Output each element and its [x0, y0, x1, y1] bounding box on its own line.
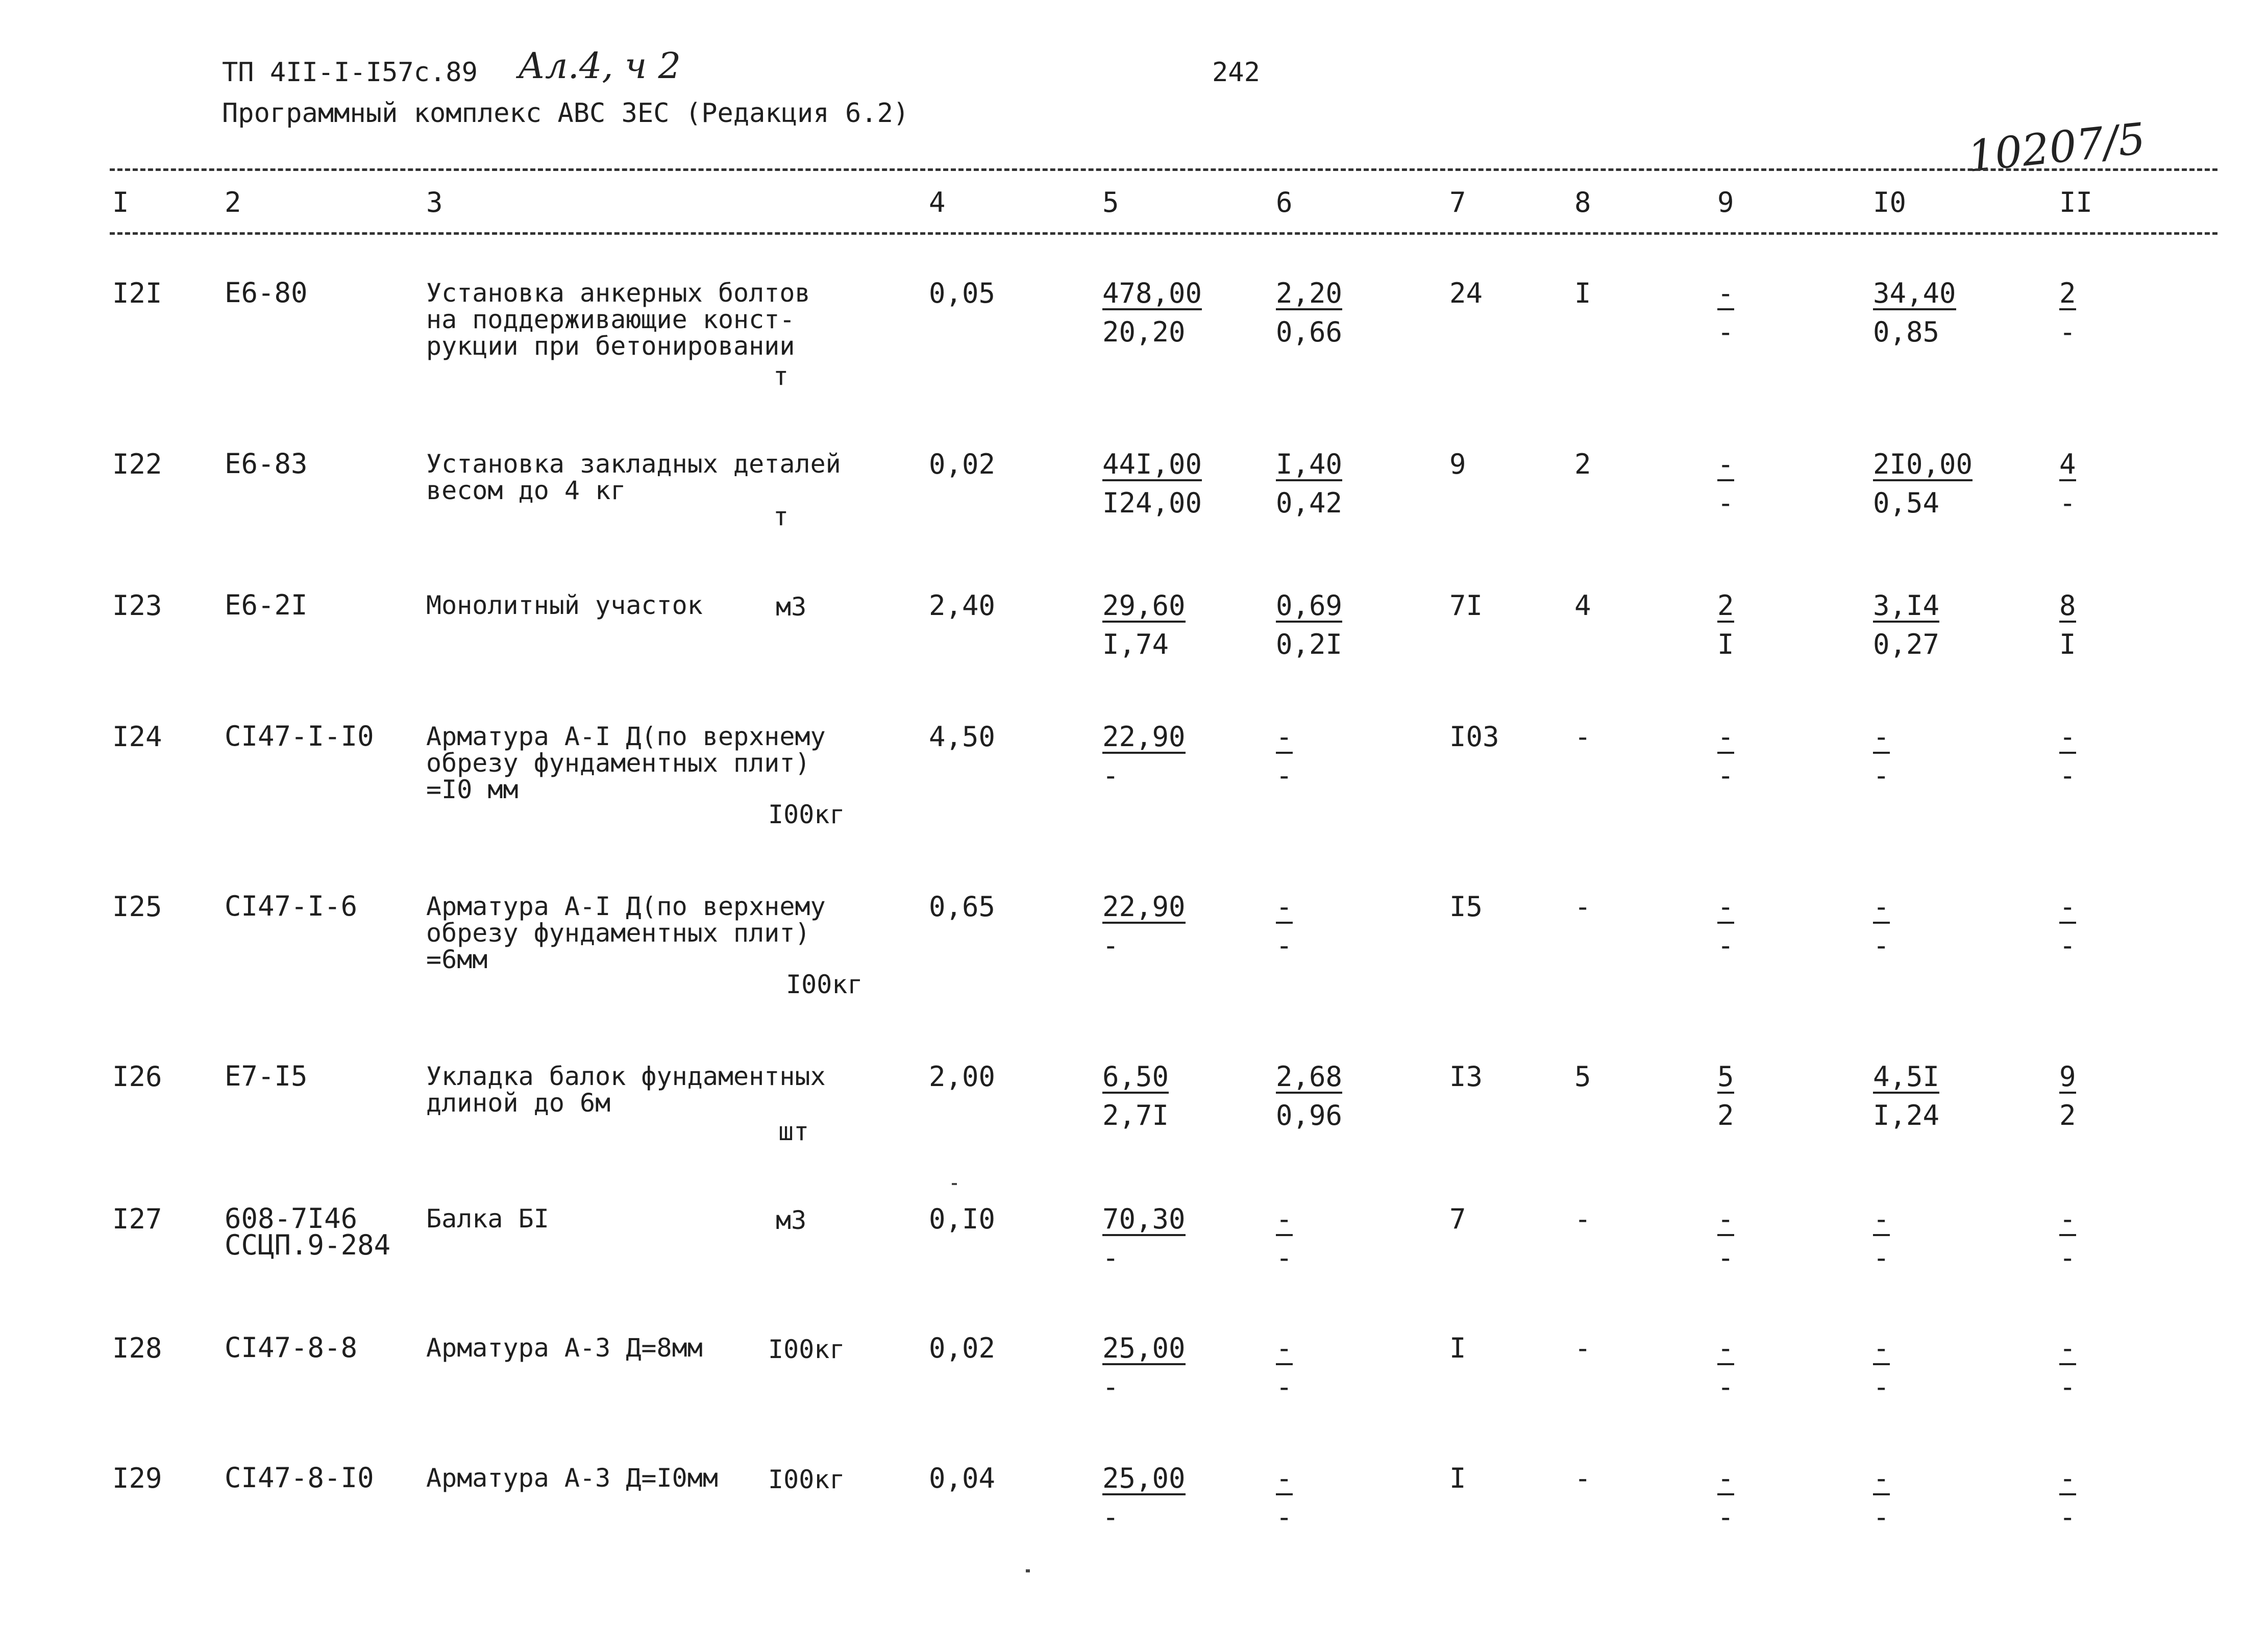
unit-of-measure: I00кг [768, 1465, 845, 1494]
col11-value-numerator: 8 [2059, 589, 2076, 622]
col5-value-numerator: 22,90 [1102, 721, 1186, 753]
col8-value: 4 [1574, 589, 1591, 622]
col5-value-denominator: - [1102, 1371, 1119, 1403]
col9-value-numerator: 2 [1717, 589, 1734, 622]
col6-value-denominator: 0,66 [1276, 316, 1343, 348]
col6-value-denominator: - [1276, 1371, 1293, 1403]
quantity: 0,05 [929, 277, 996, 309]
col10-value-denominator: - [1873, 1242, 1890, 1274]
row-number: I26 [112, 1061, 162, 1093]
work-description: Установка анкерных болтов на поддерживающие конст- рукции при бетонировании [426, 278, 810, 361]
col11-value [2059, 1205, 2076, 1272]
col6-value-denominator: 0,96 [1276, 1099, 1343, 1131]
column-header-1: I [112, 186, 129, 218]
col11-value [2059, 1332, 2076, 1403]
col5-value-numerator: 44I,00 [1102, 448, 1202, 480]
col11-value-denominator: - [2059, 1371, 2076, 1403]
col5-value-numerator: 22,90 [1102, 891, 1186, 923]
col9-value-numerator: - [1717, 1203, 1734, 1235]
unit-of-measure: т [773, 502, 789, 531]
col8-value: - [1574, 891, 1591, 923]
work-description: Арматура А-I Д(по верхнему обрезу фундаментных плит) =I0 мм [426, 722, 826, 804]
col6-value-denominator: - [1276, 759, 1293, 792]
col5-value-numerator: 25,00 [1102, 1462, 1186, 1494]
col6-value-denominator: - [1276, 1242, 1293, 1274]
col5-value [1102, 277, 1202, 348]
col6-value-numerator: - [1276, 891, 1293, 923]
col9-value-denominator: - [1717, 929, 1734, 962]
col9-value [1717, 589, 1734, 660]
work-description: Монолитный участок [426, 590, 703, 620]
col5-value-denominator: - [1102, 1242, 1119, 1274]
col7-value: I3 [1449, 1061, 1483, 1093]
col5-value-denominator: - [1102, 759, 1119, 792]
col11-value-denominator: 2 [2059, 1099, 2076, 1131]
col6-value-numerator: 2,68 [1276, 1061, 1343, 1093]
norm-code: Е6-2I [225, 589, 308, 621]
col9-value-denominator: - [1717, 1242, 1734, 1274]
quantity: 0,04 [929, 1462, 996, 1494]
col9-value-numerator: - [1717, 277, 1734, 309]
col9-value-numerator: - [1717, 1332, 1734, 1364]
col6-value-denominator: 0,2I [1276, 628, 1343, 660]
col10-value-denominator: - [1873, 759, 1890, 792]
col6-value [1276, 448, 1343, 519]
col11-value-denominator: - [2059, 487, 2076, 519]
handwritten-number: 10207/5 [1965, 113, 2148, 182]
unit-of-measure: I00кг [786, 970, 863, 999]
col6-value-denominator: 0,42 [1276, 487, 1343, 519]
col10-value-numerator: - [1873, 891, 1890, 923]
col10-value-denominator: 0,27 [1873, 628, 1940, 660]
header-rule-bottom [110, 232, 2217, 235]
col9-value-numerator: - [1717, 448, 1734, 480]
unit-of-measure: т [773, 361, 789, 391]
col11-value [2059, 1063, 2076, 1129]
col7-value: I5 [1449, 891, 1483, 923]
column-header-6: 6 [1276, 186, 1293, 218]
norm-code: СI47-8-I0 [225, 1462, 374, 1494]
column-header-4: 4 [929, 186, 946, 218]
column-header-2: 2 [225, 186, 241, 218]
col9-value [1717, 1462, 1734, 1533]
col10-value [1873, 1462, 1890, 1533]
col6-value [1276, 891, 1293, 962]
col11-value-numerator: 4 [2059, 448, 2076, 480]
col6-value-numerator: - [1276, 1332, 1293, 1364]
col11-value [2059, 1462, 2076, 1533]
quantity: 0,02 [929, 1332, 996, 1364]
col6-value [1276, 277, 1343, 348]
col6-value [1276, 1205, 1293, 1272]
quantity: 0,02 [929, 448, 996, 480]
unit-of-measure: м3 [776, 1205, 807, 1235]
col10-value-numerator: - [1873, 721, 1890, 753]
row-number: I24 [112, 721, 162, 753]
norm-code: СI47-8-8 [225, 1332, 358, 1364]
col8-value: - [1574, 1332, 1591, 1364]
col5-value [1102, 1462, 1186, 1533]
work-description: Установка закладных деталей весом до 4 кг [426, 449, 841, 505]
col7-value: 9 [1449, 448, 1466, 480]
col10-value [1873, 589, 1940, 660]
col5-value-denominator: I24,00 [1102, 487, 1202, 519]
col6-value [1276, 1332, 1293, 1403]
col5-value-numerator: 29,60 [1102, 589, 1186, 622]
col9-value-denominator: I [1717, 628, 1734, 660]
col11-value-denominator: - [2059, 316, 2076, 348]
unit-of-measure: I00кг [768, 1335, 845, 1364]
col7-value: 7 [1449, 1203, 1466, 1235]
col5-value-numerator: 6,50 [1102, 1061, 1169, 1093]
col11-value-numerator: - [2059, 891, 2076, 923]
col10-value [1873, 1205, 1890, 1272]
col5-value-denominator: I,74 [1102, 628, 1169, 660]
col10-value-numerator: 2I0,00 [1873, 448, 1973, 480]
col5-value-numerator: 478,00 [1102, 277, 1202, 309]
row-number: I29 [112, 1462, 162, 1494]
col8-value: - [1574, 1462, 1591, 1494]
norm-code: Е6-83 [225, 448, 308, 480]
row-number: I28 [112, 1332, 162, 1364]
col9-value-numerator: - [1717, 891, 1734, 923]
col6-value [1276, 589, 1343, 660]
col5-value-denominator: - [1102, 929, 1119, 962]
col5-value-denominator: 20,20 [1102, 316, 1186, 348]
col11-value-numerator: - [2059, 721, 2076, 753]
work-description: Арматура А-I Д(по верхнему обрезу фундаментных плит) =6мм [426, 892, 826, 974]
col9-value [1717, 1332, 1734, 1403]
col9-value-denominator: - [1717, 487, 1734, 519]
col9-value [1717, 448, 1734, 519]
col10-value-denominator: - [1873, 1371, 1890, 1403]
col10-value [1873, 1063, 1939, 1129]
col7-value: 7I [1449, 589, 1483, 622]
col11-value-numerator: - [2059, 1332, 2076, 1364]
col6-value-numerator: 0,69 [1276, 589, 1343, 622]
col5-value-numerator: 70,30 [1102, 1203, 1186, 1235]
col10-value-denominator: 0,54 [1873, 487, 1940, 519]
col11-value-numerator: - [2059, 1203, 2076, 1235]
col10-value [1873, 448, 1973, 519]
col8-value: 5 [1574, 1061, 1591, 1093]
col9-value [1717, 1205, 1734, 1272]
col7-value: I [1449, 1462, 1466, 1494]
doc-code: ТП 4II-I-I57с.89 [222, 57, 478, 88]
col11-value-denominator: - [2059, 1501, 2076, 1533]
col10-value [1873, 1332, 1890, 1403]
row-number: I25 [112, 891, 162, 923]
col11-value-numerator: 2 [2059, 277, 2076, 309]
col10-value-numerator: - [1873, 1462, 1890, 1494]
quantity: 2,00 [929, 1061, 996, 1093]
row-number: I2I [112, 277, 162, 309]
header-rule-top [110, 168, 2217, 171]
col6-value-numerator: - [1276, 1462, 1293, 1494]
column-header-9: 9 [1717, 186, 1734, 218]
col10-value-numerator: 34,40 [1873, 277, 1956, 309]
column-header-7: 7 [1449, 186, 1466, 218]
work-description: Балка БI [426, 1204, 549, 1234]
col10-value-numerator: - [1873, 1332, 1890, 1364]
speck [952, 1183, 957, 1185]
column-header-10: I0 [1873, 186, 1907, 218]
col6-value [1276, 1462, 1293, 1533]
work-description: Арматура А-3 Д=8мм [426, 1333, 703, 1363]
col8-value: - [1574, 721, 1591, 753]
col10-value-numerator: 3,I4 [1873, 589, 1940, 622]
col5-value [1102, 891, 1186, 962]
col11-value [2059, 891, 2076, 962]
col6-value [1276, 723, 1293, 790]
column-header-11: II [2059, 186, 2093, 218]
col8-value: I [1574, 277, 1591, 309]
row-number: I27 [112, 1203, 162, 1235]
col5-value [1102, 448, 1202, 519]
col11-value-denominator: - [2059, 1242, 2076, 1274]
norm-code: Е7-I5 [225, 1060, 308, 1092]
col6-value-numerator: - [1276, 721, 1293, 753]
col7-value: 24 [1449, 277, 1483, 309]
col6-value-numerator: I,40 [1276, 448, 1343, 480]
col11-value-denominator: - [2059, 929, 2076, 962]
col9-value [1717, 723, 1734, 790]
norm-code: СI47-I-I0 [225, 720, 374, 752]
col11-value [2059, 723, 2076, 790]
unit-of-measure: м3 [776, 592, 807, 622]
col11-value [2059, 448, 2076, 519]
col6-value-denominator: - [1276, 1501, 1293, 1533]
col7-value: I03 [1449, 721, 1499, 753]
col6-value-numerator: - [1276, 1203, 1293, 1235]
norm-code: 608-7I46 ССЦП.9-284 [225, 1202, 391, 1261]
col5-value [1102, 1063, 1169, 1129]
unit-of-measure: шт [778, 1117, 809, 1146]
col7-value: I [1449, 1332, 1466, 1364]
col11-value [2059, 277, 2076, 348]
col5-value-denominator: 2,7I [1102, 1099, 1169, 1131]
row-number: I22 [112, 448, 162, 480]
col5-value [1102, 1205, 1186, 1272]
col5-value-denominator: - [1102, 1501, 1119, 1533]
speck [1026, 1569, 1030, 1572]
norm-code: Е6-80 [225, 277, 308, 309]
col8-value: - [1574, 1203, 1591, 1235]
col6-value-denominator: - [1276, 929, 1293, 962]
col9-value [1717, 277, 1734, 348]
page-number: 242 [1212, 57, 1260, 88]
col5-value [1102, 589, 1186, 660]
col5-value-numerator: 25,00 [1102, 1332, 1186, 1364]
col9-value [1717, 1063, 1734, 1129]
col9-value-denominator: - [1717, 1501, 1734, 1533]
col11-value-denominator: - [2059, 759, 2076, 792]
col9-value-denominator: - [1717, 759, 1734, 792]
handwritten-ref: Ал.4, ч 2 [518, 45, 681, 87]
quantity: 0,65 [929, 891, 996, 923]
col11-value [2059, 589, 2076, 660]
col10-value-denominator: 0,85 [1873, 316, 1940, 348]
column-header-3: 3 [426, 186, 443, 218]
col10-value [1873, 277, 1956, 348]
col11-value-denominator: I [2059, 628, 2076, 660]
program-title: Программный комплекс АВС ЗЕС (Редакция 6.2) [222, 98, 909, 129]
norm-code: СI47-I-6 [225, 890, 358, 922]
col8-value: 2 [1574, 448, 1591, 480]
column-header-5: 5 [1102, 186, 1119, 218]
col10-value-denominator: I,24 [1873, 1099, 1940, 1131]
col11-value-numerator: - [2059, 1462, 2076, 1494]
quantity: 2,40 [929, 589, 996, 622]
col9-value-numerator: - [1717, 721, 1734, 753]
col10-value [1873, 723, 1890, 790]
quantity: 0,I0 [929, 1203, 996, 1235]
col9-value-denominator: - [1717, 1371, 1734, 1403]
col5-value [1102, 1332, 1186, 1403]
quantity: 4,50 [929, 721, 996, 753]
col10-value [1873, 891, 1890, 962]
col10-value-denominator: - [1873, 1501, 1890, 1533]
row-number: I23 [112, 589, 162, 622]
work-description: Укладка балок фундаментных длиной до 6м [426, 1062, 826, 1118]
col5-value [1102, 723, 1186, 790]
col10-value-denominator: - [1873, 929, 1890, 962]
col9-value-numerator: 5 [1717, 1061, 1734, 1093]
col11-value-numerator: 9 [2059, 1061, 2076, 1093]
col9-value [1717, 891, 1734, 962]
col6-value-numerator: 2,20 [1276, 277, 1343, 309]
col9-value-denominator: 2 [1717, 1099, 1734, 1131]
work-description: Арматура А-3 Д=I0мм [426, 1463, 718, 1493]
column-header-8: 8 [1574, 186, 1591, 218]
col6-value [1276, 1063, 1342, 1129]
col10-value-numerator: - [1873, 1203, 1890, 1235]
col10-value-numerator: 4,5I [1873, 1061, 1940, 1093]
unit-of-measure: I00кг [768, 800, 845, 829]
col9-value-denominator: - [1717, 316, 1734, 348]
col9-value-numerator: - [1717, 1462, 1734, 1494]
